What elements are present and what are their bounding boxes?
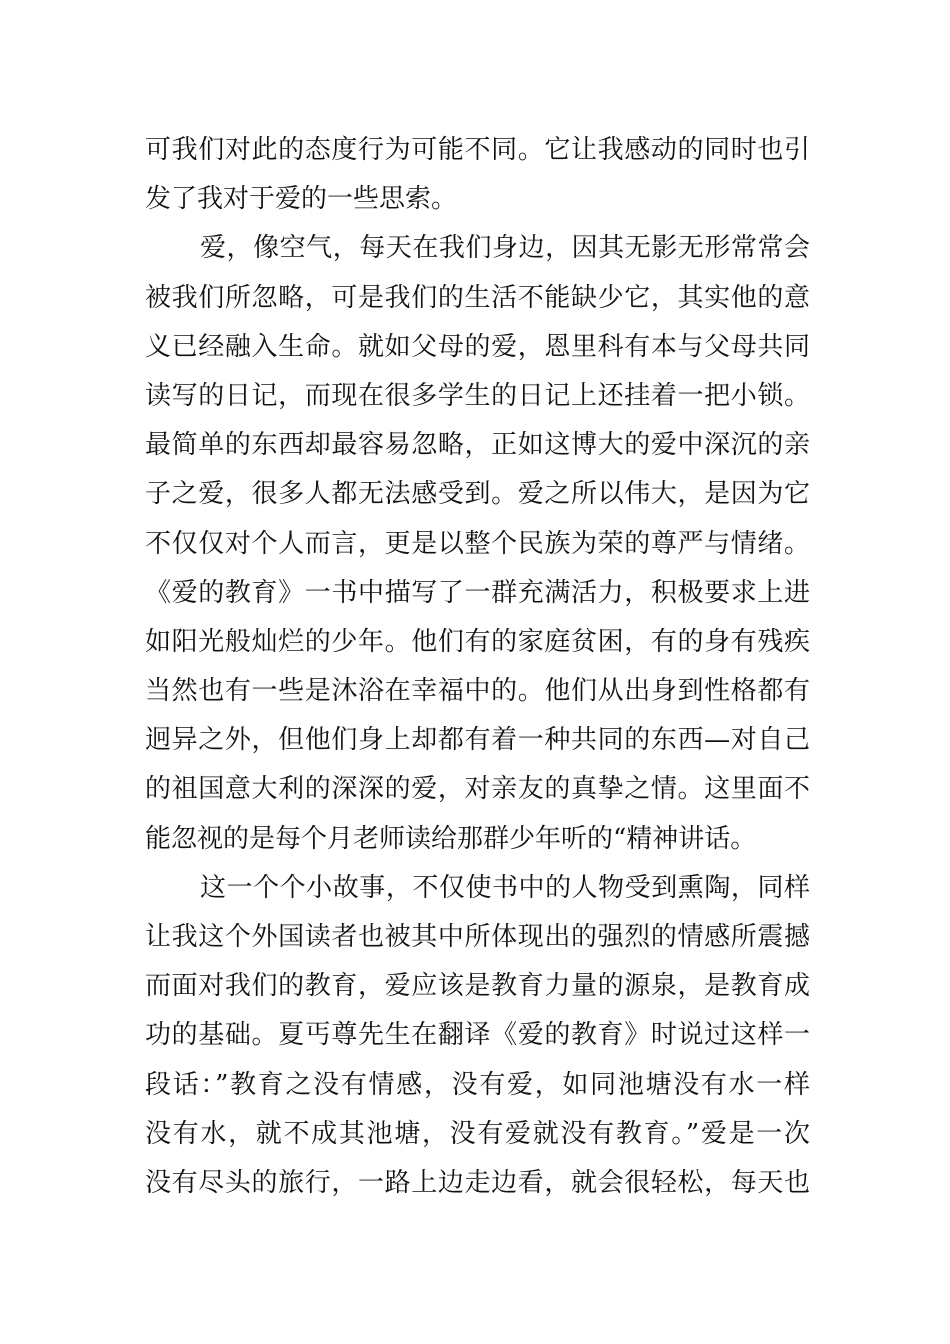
text-line: 《爱的教育》一书中描写了一群充满活力，积极要求上进 xyxy=(145,577,810,608)
text-line: 义已经融入生命。就如父母的爱，恩里科有本与父母共同 xyxy=(145,331,810,362)
text-line: 被我们所忽略，可是我们的生活不能缺少它，其实他的意 xyxy=(145,282,810,313)
text-line: 让我这个外国读者也被其中所体现出的强烈的情感所震撼 xyxy=(145,922,810,952)
text-line: 当然也有一些是沐浴在幸福中的。他们从出身到性格都有 xyxy=(145,676,810,707)
text-line: 没有水，就不成其池塘，没有爱就没有教育。”爱是一次 xyxy=(145,1118,810,1149)
text-line: 可我们对此的态度行为可能不同。它让我感动的同时也引 xyxy=(145,135,810,165)
paragraph-first-line: 爱，像空气，每天在我们身边，因其无影无形常常会 xyxy=(200,233,810,264)
text-line: 能忽视的是每个月老师读给那群少年听的“精神讲话。 xyxy=(145,823,757,854)
text-line: 功的基础。夏丐尊先生在翻译《爱的教育》时说过这样一 xyxy=(145,1020,810,1051)
text-line: 读写的日记，而现在很多学生的日记上还挂着一把小锁。 xyxy=(145,380,810,411)
text-line: 如阳光般灿烂的少年。他们有的家庭贫困，有的身有残疾 xyxy=(145,626,810,657)
text-line: 而面对我们的教育，爱应该是教育力量的源泉，是教育成 xyxy=(145,971,810,1002)
text-line: 子之爱，很多人都无法感受到。爱之所以伟大，是因为它 xyxy=(145,479,810,510)
text-line: 迥异之外，但他们身上却都有着一种共同的东西—对自己 xyxy=(145,725,810,756)
text-line: 没有尽头的旅行，一路上边走边看，就会很轻松，每天也 xyxy=(145,1167,810,1198)
text-line: 最简单的东西却最容易忽略，正如这博大的爱中深沉的亲 xyxy=(145,430,810,461)
text-line: 的祖国意大利的深深的爱，对亲友的真挚之情。这里面不 xyxy=(145,774,810,805)
text-line: 发了我对于爱的一些思索。 xyxy=(145,184,458,215)
paragraph-first-line: 这一个个小故事，不仅使书中的人物受到熏陶，同样 xyxy=(200,872,810,903)
text-line: 段话：”教育之没有情感，没有爱，如同池塘没有水一样 xyxy=(145,1069,810,1100)
body-text xyxy=(145,126,810,1208)
text-line: 不仅仅对个人而言，更是以整个民族为荣的尊严与情绪。 xyxy=(145,528,810,559)
